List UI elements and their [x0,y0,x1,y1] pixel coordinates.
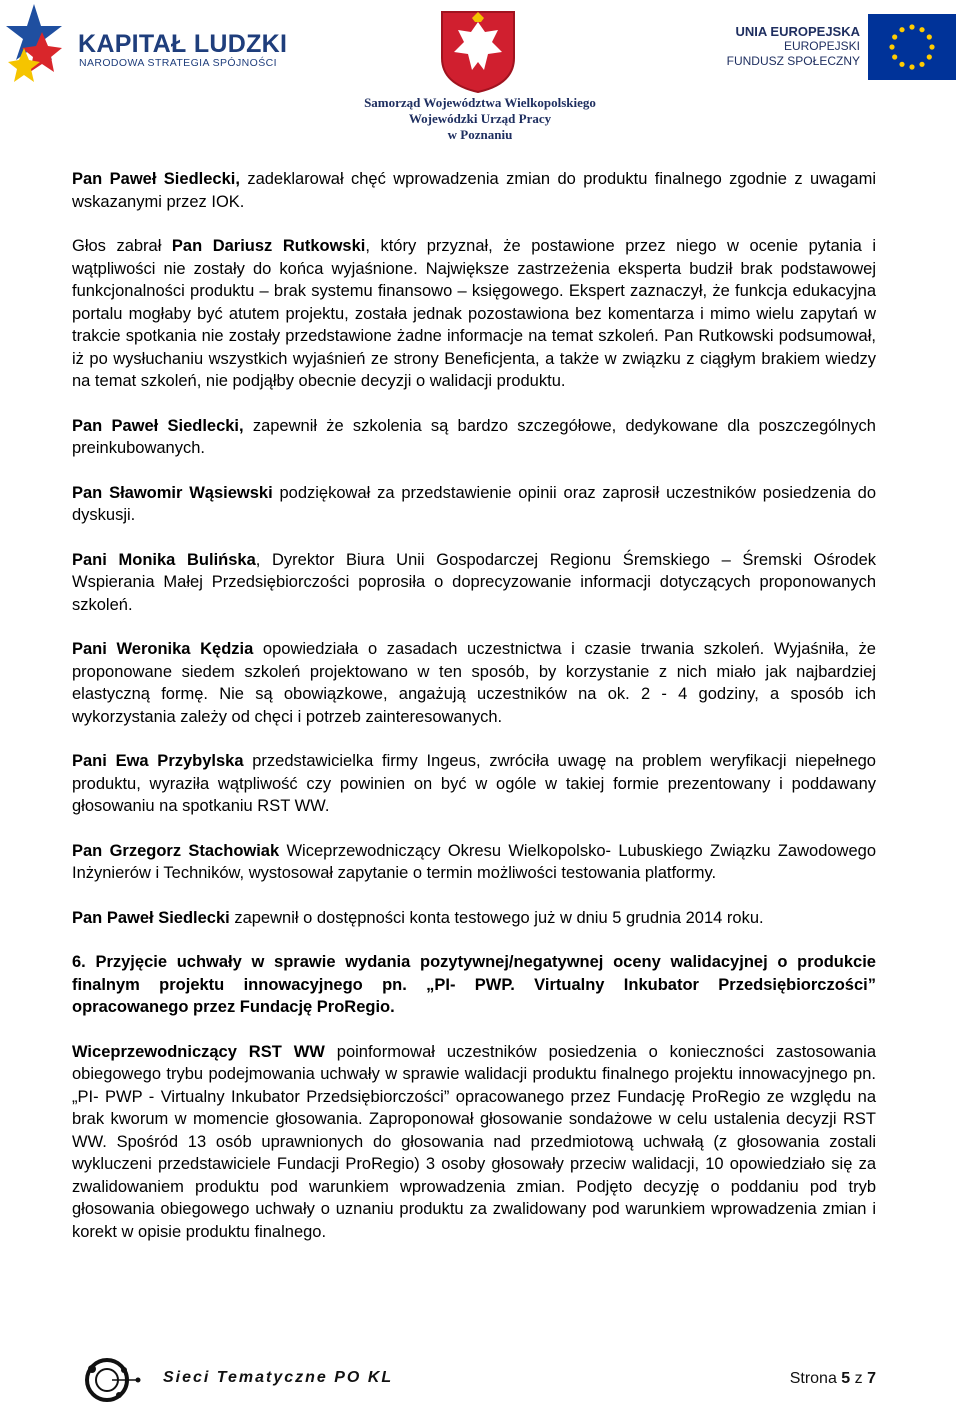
speaker-name: Pan Paweł Siedlecki [72,908,230,927]
paragraph: Pan Paweł Siedlecki, zapewnił że szkolenia są bardzo szczegółowe, dedykowane dla poszczególnych preinkubowanych. [72,416,876,457]
wup-line-3: w Poznaniu [447,127,513,142]
document-body [72,168,876,1265]
speaker-name: Pan Dariusz Rutkowski [171,237,366,255]
paragraph: Pan Sławomir Wąsiewski podziękował za przedstawienie opinii oraz zaprosił uczestników posiedzenia do dyskusji. [72,483,876,524]
eu-line-1: UNIA EUROPEJSKA [735,24,860,39]
kapital-ludzki-logo [4,2,294,86]
speaker-name: Pani Weronika Kędzia [72,640,254,658]
eu-line-2: EUROPEJSKI [783,39,860,53]
wielkopolska-crest-icon [428,8,528,94]
speaker-name: Pan Paweł Siedlecki, [72,170,240,188]
page-number: Strona 5 z 7 [789,1370,876,1387]
kapital-ludzki-subtitle: NARODOWA STRATEGIA SPÓJNOŚCI [79,57,277,69]
page-footer [0,1350,960,1409]
section-heading: 6. Przyjęcie uchwały w sprawie wydania pozytywnej/negatywnej oceny walidacyjnej o produkcie finalnym projektu innowacyjnego pn. „PI- PWP. Virtualny Inkubator Przedsiębiorczości” opracowanego przez Fundację ProRegio. [72,953,876,1016]
speaker-name: Pan Sławomir Wąsiewski [72,483,273,502]
paragraph: Pan Paweł Siedlecki zapewnił o dostępności konta testowego już w dniu 5 grudnia 2014 roku. [72,908,764,927]
speaker-name: Wiceprzewodniczący RST WW [72,1042,325,1061]
kapital-ludzki-star-icon [4,2,64,86]
paragraph: Głos zabrał Pan Dariusz Rutkowski, który przyznał, że postawione przez niego w ocenie pytania i wątpliwości nie zostały do końca wyjaśnione. Największe zastrzeżenia eksperta budził brak podstawowej funkcjonalności produktu – brak systemu finansowo – księgowego. Ekspert zaznaczył, że funkcja edukacyjna portalu mogłaby być atutem projektu, została jednak pozostawiona bez komentarza i mimo wielu zapytań w trakcie spotkania nie zostały przedstawione żadne informacje na temat szkoleń. Pan Rutkowski podsumował, iż po wysłuchaniu wszystkich wyjaśnień ze strony Beneficjenta, a także w związku z ciągłym brakiem wiedzy na temat szkoleń, nie podjąłby obecnie decyzji o walidacji produktu. [72,237,876,390]
paragraph: Pani Monika Bulińska, Dyrektor Biura Unii Gospodarczej Regionu Śremskiego – Śremski Ośrodek Wspierania Małej Przedsiębiorczości poprosiła o doprecyzowanie informacji dotyczących proponowanych szkoleń. [72,550,876,614]
speaker-name: Pani Monika Bulińska [72,550,256,569]
kapital-ludzki-title: KAPITAŁ LUDZKI [78,30,288,58]
wup-line-2: Wojewódzki Urząd Pracy [408,111,552,126]
wup-name [330,95,630,143]
page-header [0,0,960,150]
wup-line-1: Samorząd Województwa Wielkopolskiego [364,95,596,110]
footer-brand: Sieci Tematyczne PO KL [163,1369,394,1386]
paragraph: Pani Weronika Kędzia opowiedziała o zasadach uczestnictwa i czasie trwania szkoleń. Wyjaśniła, że proponowane siedem szkoleń projektowano w ten sposób, by korzystanie z nich miało jak najbardziej elastyczną formę. Nie są obowiązkowe, angażują uczestników na ok. 2 - 4 godziny, a sposób ich wykorzystania zależy od chęci i potrzeb zainteresowanych. [72,640,876,726]
paragraph: Pani Ewa Przybylska przedstawicielka firmy Ingeus, zwróciła uwagę na problem weryfikacji niepełnego produktu, wyraziła wątpliwość czy powinien on być w ogóle w takiej formie prezentowany i poddawany głosowaniu na spotkaniu RST WW. [72,752,876,815]
paragraph: Wiceprzewodniczący RST WW poinformował uczestników posiedzenia o konieczności zastosowania obiegowego trybu podejmowania uchwały w sprawie walidacji produktu finalnego projektu innowacyjnego pn. „PI- PWP - Virtualny Inkubator Przedsiębiorczości” opracowanego przez Fundację ProRegio ze względu na brak kworum w momencie głosowania. Zaproponował głosowanie sondażowe w celu ustalenia decyzji RST WW. Spośród 13 osób uprawnionych do głosowania nad przedmiotową uchwałą (z głosowania zostali wykluczeni przedstawiciele Fundacji ProRegio) 3 osoby głosowały przeciw walidacji, 10 opowiedziało się za zwalidowaniem produktu pod warunkiem wprowadzenia zmian. Podjęto decyzję o poddaniu pod tryb głosowania obiegowego uchwały o uznaniu produktu za zwalidowany pod warunkiem wprowadzenia zmian i korekt w opisie produktu finalnego. [72,1042,876,1241]
eu-line-3: FUNDUSZ SPOŁECZNY [726,54,860,68]
eu-logo-text [700,24,860,69]
speaker-name: Pan Grzegorz Stachowiak [72,841,280,860]
speaker-name: Pani Ewa Przybylska [72,752,244,770]
paragraph: Pan Grzegorz Stachowiak Wiceprzewodniczący Okresu Wielkopolsko- Lubuskiego Związku Zawodowego Inżynierów i Techników, wystosował zapytanie o termin możliwości testowania platformy. [72,841,876,882]
paragraph: Pan Paweł Siedlecki, zadeklarował chęć wprowadzenia zmian do produktu finalnego zgodnie z uwagami wskazanymi przez IOK. [72,170,877,211]
speaker-name: Pan Paweł Siedlecki, [72,416,244,435]
eu-flag-icon [868,14,956,80]
